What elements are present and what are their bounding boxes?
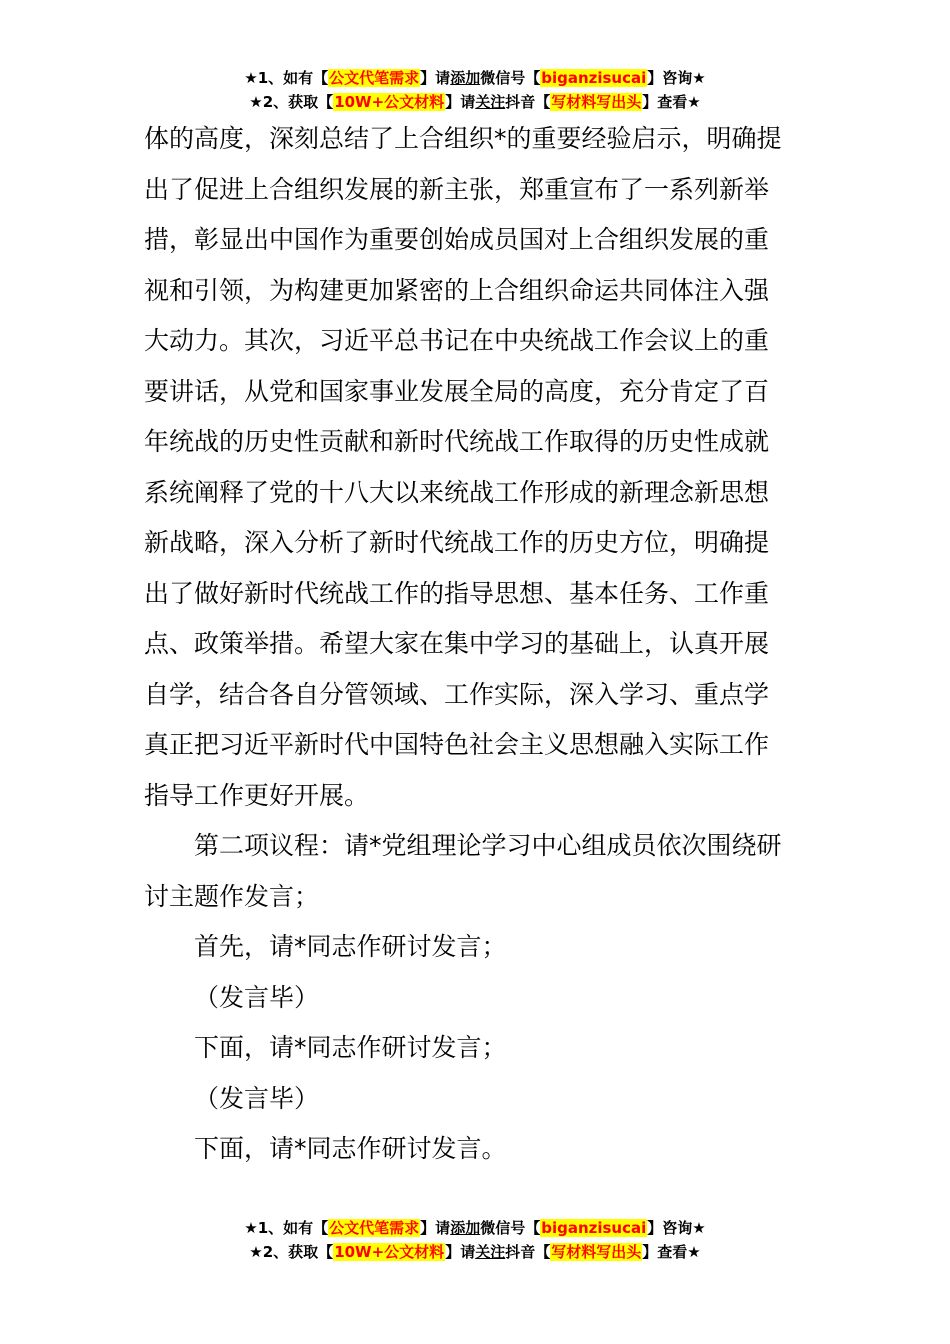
promo-header [0, 66, 950, 114]
speaker-call: 下面，请*同志作研讨发言； [194, 1033, 507, 1062]
promo-text: 】查看★ [642, 93, 701, 111]
promo-text: 】咨询★ [647, 69, 706, 87]
promo-text: 抖音【 [505, 93, 551, 111]
promo-text: ★1、如有【 [244, 69, 329, 87]
body-line: 大动力。其次，习近平总书记在中央统战工作会议上的重 [144, 326, 770, 355]
promo-text: ★2、获取【 [249, 1243, 334, 1261]
highlight-text: 10W+公文材料 [334, 1243, 445, 1261]
promo-line-2 [0, 1240, 950, 1264]
promo-text: 微信号【 [480, 1219, 541, 1237]
body-line: 真正把习近平新时代中国特色社会主义思想融入实际工作 [144, 730, 770, 759]
promo-text: 】请 [445, 93, 476, 111]
body-line: 出了促进上合组织发展的新主张，郑重宣布了一系列新举 [144, 174, 770, 204]
speaker-call: 首先，请*同志作研讨发言； [194, 932, 507, 961]
promo-text: 】查看★ [642, 1243, 701, 1261]
promo-text: 抖音【 [505, 1243, 551, 1261]
body-line: 指导工作更好开展。 [144, 780, 370, 810]
body-line: 讨主题作发言； [144, 881, 320, 911]
body-line: 自学，结合各自分管领域、工作实际，深入学习、重点学 [144, 679, 770, 709]
wechat-id-highlight: biganzisucai [541, 69, 647, 87]
douyin-name-highlight: 写材料写出头 [551, 93, 642, 111]
body-line: 要讲话，从党和国家事业发展全局的高度，充分肯定了百 [144, 376, 770, 406]
underlined-text: 关注 [475, 93, 506, 111]
highlight-text: 公文代笔需求 [329, 69, 420, 87]
document-body [144, 114, 808, 1175]
promo-text: 】请 [445, 1243, 476, 1261]
speech-end-note: （发言毕） [194, 982, 320, 1012]
promo-text: 】请 [420, 1219, 451, 1237]
promo-text: 】咨询★ [647, 1219, 706, 1237]
highlight-text: 公文代笔需求 [329, 1219, 420, 1237]
body-line: 新战略，深入分析了新时代统战工作的历史方位，明确提 [144, 528, 770, 557]
underlined-text: 添加 [450, 1219, 481, 1237]
body-line: 体的高度，深刻总结了上合组织*的重要经验启示，明确提 [144, 124, 782, 153]
wechat-id-highlight: biganzisucai [541, 1219, 647, 1237]
promo-text: ★1、如有【 [244, 1219, 329, 1237]
highlight-text: 10W+公文材料 [334, 93, 445, 111]
underlined-text: 添加 [450, 69, 481, 87]
body-line: 出了做好新时代统战工作的指导思想、基本任务、工作重 [144, 578, 770, 608]
speech-end-note: （发言毕） [194, 1083, 320, 1113]
body-line: 年统战的历史性贡献和新时代统战工作取得的历史性成就 [144, 427, 770, 456]
douyin-name-highlight: 写材料写出头 [551, 1243, 642, 1261]
speaker-call: 下面，请*同志作研讨发言。 [194, 1134, 507, 1163]
body-line: 措，彰显出中国作为重要创始成员国对上合组织发展的重 [144, 225, 770, 254]
agenda-item-2: 第二项议程：请*党组理论学习中心组成员依次围绕研 [194, 831, 782, 860]
promo-text: ★2、获取【 [249, 93, 334, 111]
body-line: 点、政策举措。希望大家在集中学习的基础上，认真开展 [144, 629, 770, 658]
body-line: 系统阐释了党的十八大以来统战工作形成的新理念新思想 [144, 477, 770, 507]
promo-footer [0, 1216, 950, 1264]
promo-text: 微信号【 [480, 69, 541, 87]
promo-line-1 [0, 66, 950, 90]
promo-line-2 [0, 90, 950, 114]
promo-text: 】请 [420, 69, 451, 87]
promo-line-1 [0, 1216, 950, 1240]
underlined-text: 关注 [475, 1243, 506, 1261]
body-line: 视和引领，为构建更加紧密的上合组织命运共同体注入强 [144, 275, 770, 305]
